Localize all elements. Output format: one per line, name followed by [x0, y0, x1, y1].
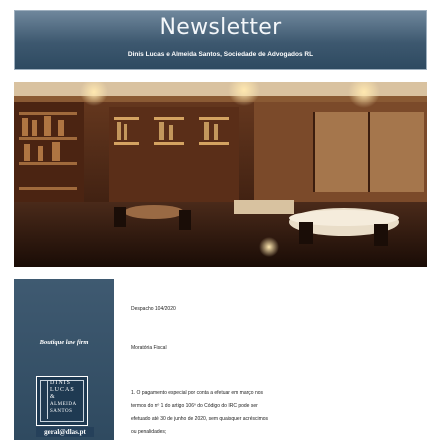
article-paragraph: 1. O pagamento especial por conta a efetuar em março nos termos do nº 1 do artigo 106º do Código do IRC pode ser efetuado até 30 de junho de 2020, sem quaisquer acréscimos ou penalidades; [131, 390, 269, 435]
logo-line: & [50, 394, 56, 400]
logo-column-icon [42, 381, 48, 419]
sidebar [14, 279, 114, 440]
logo-line: LUCAS [50, 387, 75, 393]
despacho-reference: Despacho 104/2020 [131, 306, 176, 312]
firm-logo [36, 376, 88, 426]
logo-line: ALMEIDA [50, 402, 77, 407]
firm-tagline: Boutique law firm [39, 339, 89, 346]
firm-name: Dinis Lucas e Almeida Santos, Sociedade de Advogados RL [127, 51, 314, 58]
office-photo [14, 82, 427, 267]
section-heading: Moratória Fiscal [131, 345, 167, 351]
newsletter-content [114, 279, 427, 440]
newsletter-banner [14, 10, 427, 70]
logo-line: DINIS [50, 380, 71, 386]
logo-line: SANTOS [50, 409, 73, 414]
logo-wordmark [50, 380, 85, 415]
office-interior-image [14, 82, 427, 267]
newsletter-page [13, 9, 428, 440]
page-title: Newsletter [159, 15, 282, 40]
email-link[interactable]: geral@dlas.pt [36, 427, 94, 437]
